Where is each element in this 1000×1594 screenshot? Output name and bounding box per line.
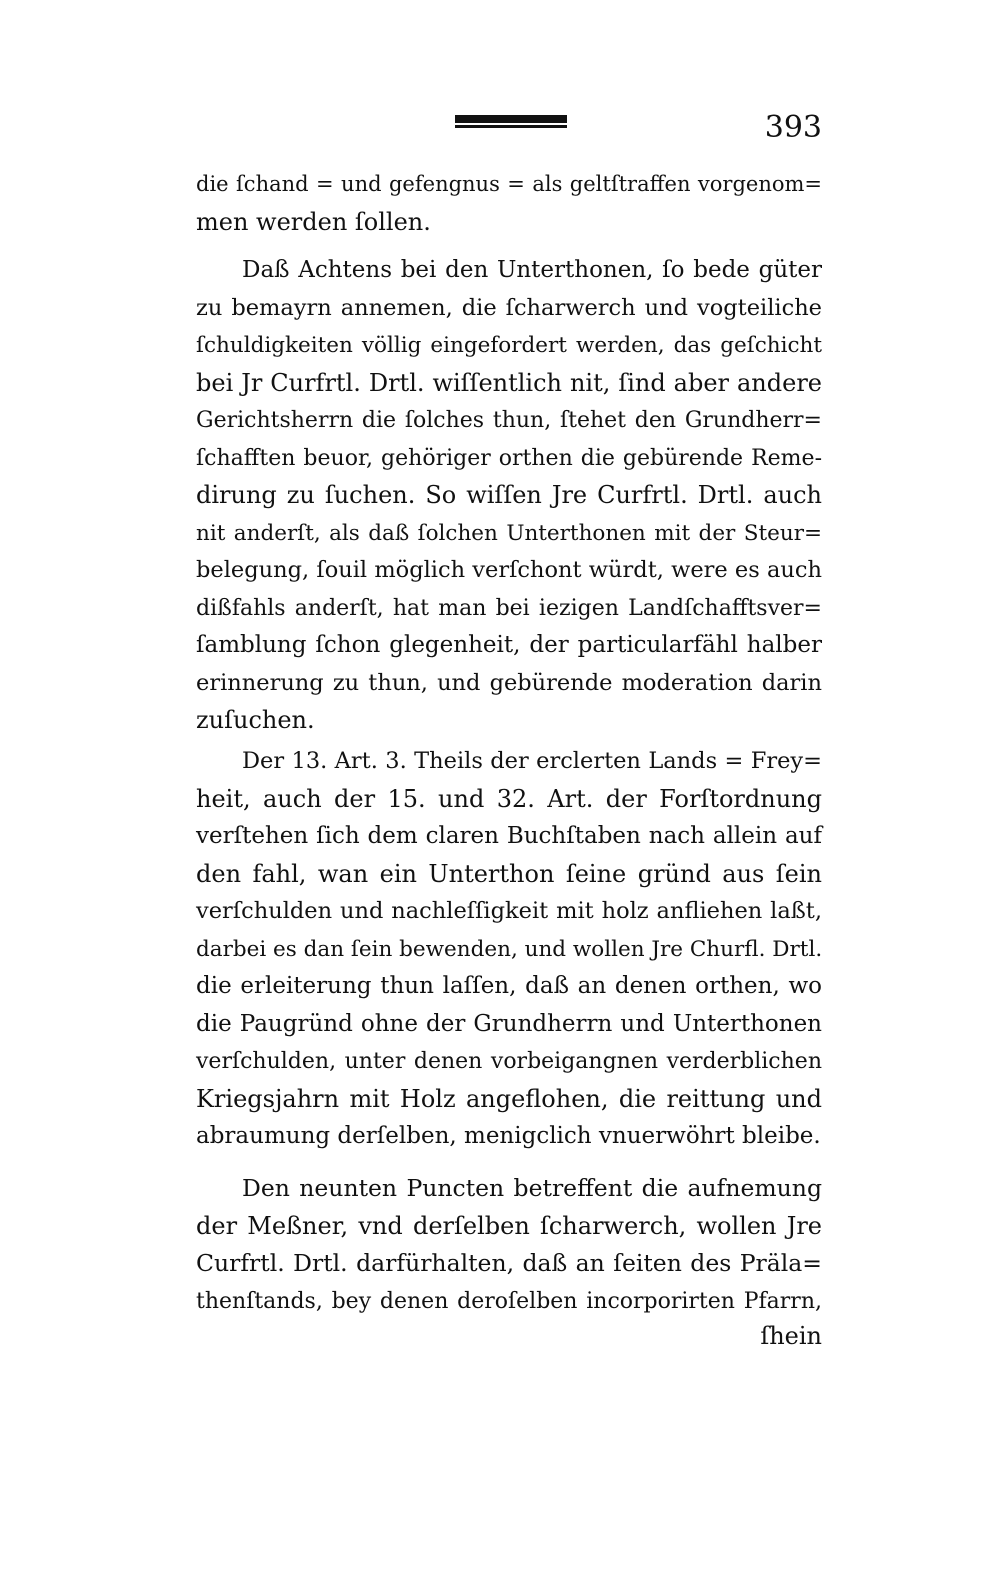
text-line: verſchulden, unter denen vorbeigangnen verderblichen xyxy=(196,1049,822,1074)
text-line: thenſtands, bey denen deroſelben incorporirten Pfarrn, xyxy=(196,1288,822,1314)
text-line: darbei es dan ſein bewenden, und wollen Jre Churfl. Drtl. xyxy=(196,936,823,962)
text-line: nit anderſt, als daß ſolchen Unterthonen mit der Steur= xyxy=(196,520,822,546)
text-line: dirung zu ſuchen. So wiſſen Jre Curfrtl. Drtl. auch xyxy=(196,481,822,509)
text-line: ſchafften beuor, gehöriger orthen die gebürende Reme- xyxy=(196,445,822,471)
header-rule-thick xyxy=(455,115,567,123)
paragraph-1 xyxy=(196,166,822,241)
text-line: zu bemayrn annemen, die ſcharwerch und vogteiliche xyxy=(196,294,822,321)
text-line: abraumung derſelben, menigclich vnuerwöhrt bleibe. xyxy=(196,1123,821,1149)
text-line: die ſchand = und gefengnus = als geltſtraffen vorgenom= xyxy=(196,172,822,196)
text-line: ſamblung ſchon glegenheit, der particularfähl halber xyxy=(196,632,822,658)
paragraph-4 xyxy=(196,1170,822,1320)
text-line: die Paugründ ohne der Grundherrn und Unterthonen xyxy=(196,1010,822,1037)
text-line: Kriegsjahrn mit Holz angeflohen, die reittung und xyxy=(196,1084,822,1113)
text-line: heit, auch der 15. und 32. Art. der Forſtordnung xyxy=(196,784,822,813)
text-line: Den neunten Puncten betreffent die aufnemung xyxy=(242,1174,822,1202)
text-line: Curfrtl. Drtl. darfürhalten, daß an ſeiten des Präla= xyxy=(196,1249,822,1277)
text-line: bei Jr Curfrtl. Drtl. wiſſentlich nit, ſind aber andere xyxy=(196,368,822,397)
text-line: Daß Achtens bei den Unterthonen, ſo bede güter xyxy=(242,257,822,283)
text-line: Gerichtsherrn die ſolches thun, ſtehet den Grundherr= xyxy=(196,408,822,433)
text-line: der Meßner, vnd derſelben ſcharwerch, wollen Jre xyxy=(196,1211,822,1240)
header-rule-thin xyxy=(455,125,567,128)
text-line: men werden ſollen. xyxy=(196,207,431,236)
text-line: dißfahls anderſt, hat man bei iezigen Landſchafftsver= xyxy=(196,595,822,621)
text-line: zuſuchen. xyxy=(196,706,315,734)
text-line: verſtehen ſich dem claren Buchſtaben nach allein auf xyxy=(196,823,822,849)
text-line: Der 13. Art. 3. Theils der erclerten Lands = Frey= xyxy=(242,748,822,774)
paragraph-3 xyxy=(196,743,822,1156)
text-line: ſchuldigkeiten völlig eingefordert werden, das geſchicht xyxy=(196,333,822,358)
header-rule xyxy=(455,115,567,129)
text-line: belegung, ſouil möglich verſchont würdt, were es auch xyxy=(196,557,822,583)
text-line: die erleiterung thun laſſen, daß an denen orthen, wo xyxy=(196,973,822,999)
catchword: ſhein xyxy=(760,1322,822,1350)
text-line: erinnerung zu thun, und gebürende moderation darin xyxy=(196,669,822,696)
page-number: 393 xyxy=(764,110,822,145)
text-line: verſchulden und nachleſſigkeit mit holz anfliehen laßt, xyxy=(196,898,822,924)
text-line: den fahl, wan ein Unterthon ſeine gründ aus ſein xyxy=(196,859,822,888)
paragraph-2 xyxy=(196,252,822,740)
